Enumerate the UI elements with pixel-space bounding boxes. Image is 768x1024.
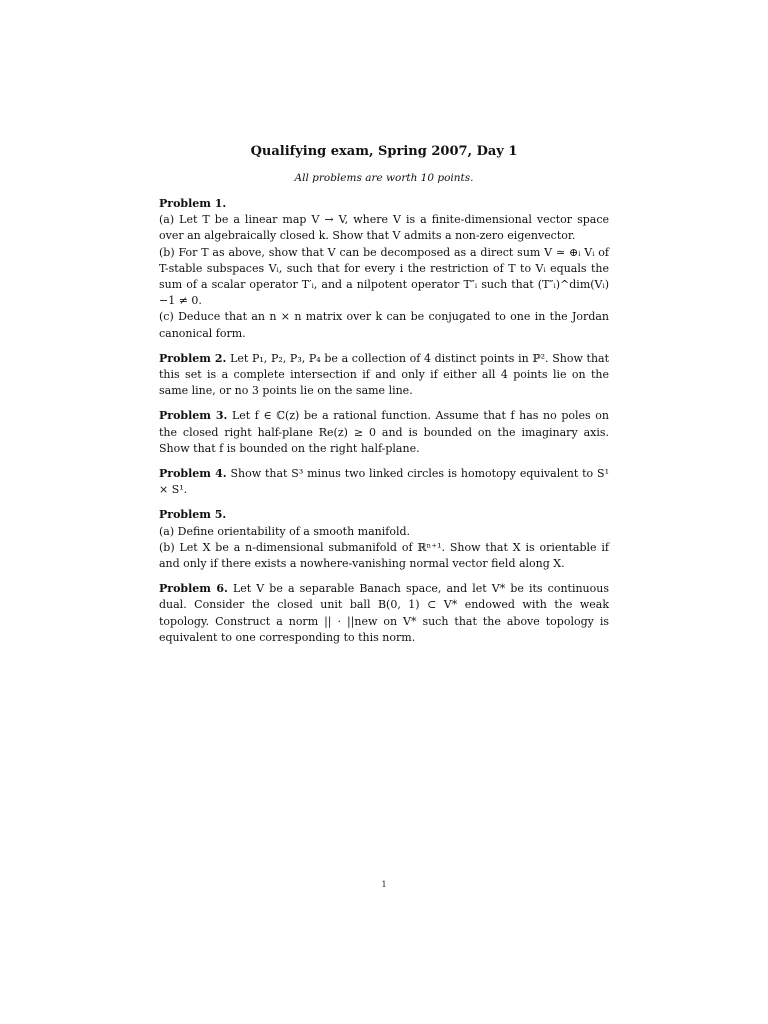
problem-text: Let f ∈ ℂ(z) be a rational function. Assume that f has no poles on the closed right half-plane Re(z) ≥ 0 and is bounded on the imaginary axis. Show that f is bounded on the right half-plane. <box>159 409 610 455</box>
problem-text: Let P₁, P₂, P₃, P₄ be a collection of 4 distinct points in ℙ². Show that this set is a complete intersection if and only if either all 4 points lie on the same line, or no 3 points lie on the same line. <box>159 351 610 398</box>
problem-heading: Problem 2. <box>159 351 227 365</box>
problem-3 <box>159 408 609 457</box>
problem-part: (a) Define orientability of a smooth manifold. <box>159 524 411 538</box>
problem-heading: Problem 1. <box>159 197 227 210</box>
problem-heading: Problem 6. <box>159 582 228 596</box>
problem-part: (a) Let T be a linear map V → V, where V is a finite-dimensional vector space over an algebraically closed k. Show that V admits a non-zero eigenvector. <box>159 213 609 243</box>
exam-page <box>159 0 609 1024</box>
exam-subtitle: All problems are worth 10 points. <box>294 172 474 184</box>
exam-title: Qualifying exam, Spring 2007, Day 1 <box>250 144 518 159</box>
problem-text: Show that S³ minus two linked circles is homotopy equivalent to S¹ × S¹. <box>159 467 609 497</box>
problem-1 <box>159 196 609 342</box>
problem-4 <box>159 466 609 498</box>
problem-6 <box>159 581 609 646</box>
problem-list <box>159 196 609 655</box>
page-number: 1 <box>381 880 387 889</box>
problem-2 <box>159 351 609 400</box>
problem-heading: Problem 4. <box>159 467 227 481</box>
problem-part: (c) Deduce that an n × n matrix over k can be conjugated to one in the Jordan canonical form. <box>159 310 609 340</box>
problem-part: (b) Let X be a n-dimensional submanifold of ℝⁿ⁺¹. Show that X is orientable if and only if there exists a nowhere-vanishing normal vector field along X. <box>159 540 609 571</box>
problem-heading: Problem 3. <box>159 409 228 423</box>
problem-heading: Problem 5. <box>159 508 227 522</box>
problem-5 <box>159 507 609 572</box>
problem-part: (b) For T as above, show that V can be decomposed as a direct sum V ≃ ⊕ᵢ Vᵢ of T-stable subspaces Vᵢ, such that for every i the restriction of T to Vᵢ equals the sum of a scalar operator T′ᵢ, and a nilpotent operator T″ᵢ such that (T″ᵢ)^dim(Vᵢ)−1 ≠ 0. <box>159 245 609 308</box>
problem-text: Let V be a separable Banach space, and let V* be its continuous dual. Consider the closed unit ball B(0, 1) ⊂ V* endowed with the weak topology. Construct a norm || · ||new on V* such that the above topology is equivalent to one corresponding to this norm. <box>159 582 609 644</box>
